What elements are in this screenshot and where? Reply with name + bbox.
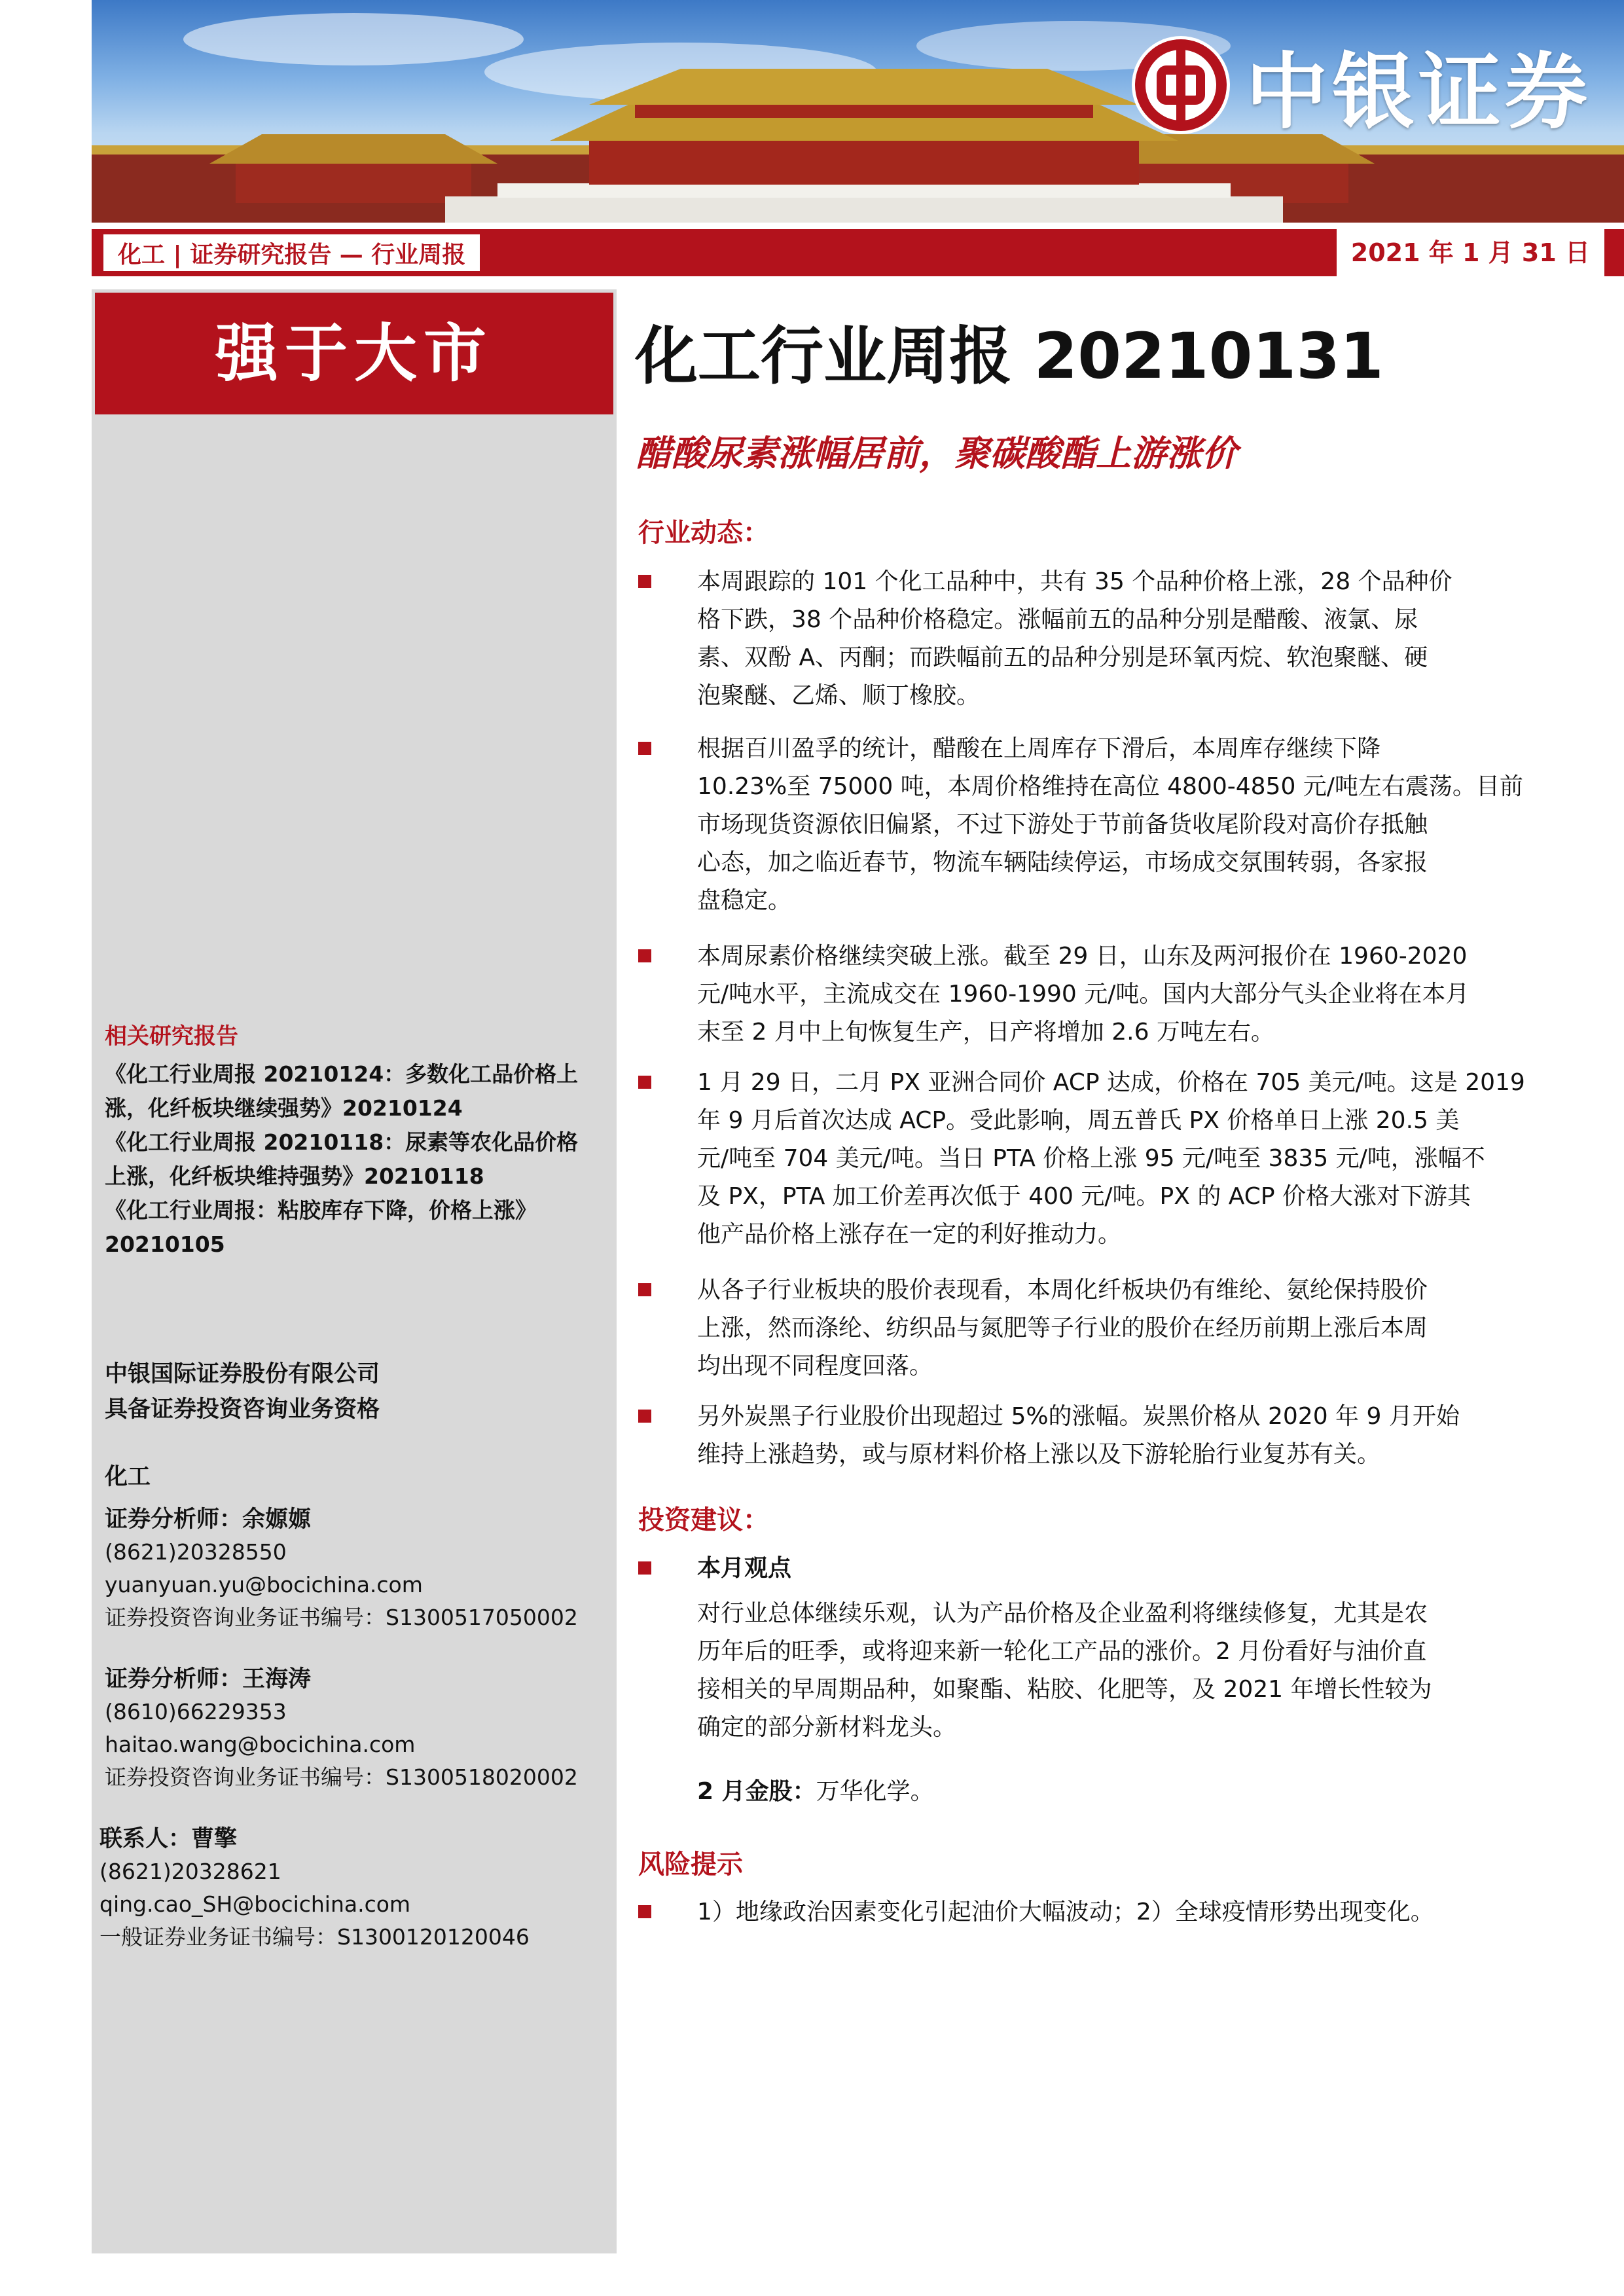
rating-label: 强于大市: [215, 317, 493, 390]
text-line: 上涨，然而涤纶、纺织品与氮肥等子行业的股价在经历前期上涨后本周: [697, 1315, 1428, 1341]
section-industry-dynamics: 行业动态：: [638, 518, 769, 548]
related-report-line[interactable]: 《化工行业周报 20210124：多数化工品价格上: [105, 1061, 579, 1087]
text-line: 年 9 月后首次达成 ACP。受此影响，周五普氏 PX 价格单日上涨 20.5 美: [697, 1107, 1460, 1134]
section-risk: 风险提示: [638, 1850, 743, 1880]
analyst-1-cert: 证券投资咨询业务证书编号：S1300517050002: [105, 1605, 578, 1630]
text-line: 市场现货资源依旧偏紧，不过下游处于节前备货收尾阶段对高价存抵触: [697, 811, 1428, 838]
analyst-2-phone: (8610)66229353: [105, 1699, 287, 1724]
text-line: 维持上涨趋势，或与原材料价格上涨以及下游轮胎行业复苏有关。: [697, 1441, 1381, 1468]
analyst-2-email[interactable]: haitao.wang@bocichina.com: [105, 1732, 416, 1757]
golden-stock-value: 万华化学。: [816, 1778, 934, 1805]
text-line: 接相关的早周期品种，如聚酯、粘胶、化肥等，及 2021 年增长性较为: [697, 1676, 1432, 1703]
dynamics-item-5: [697, 1271, 1535, 1385]
text-line: 心态，加之临近春节，物流车辆陆续停运，市场成交氛围转弱，各家报: [697, 849, 1428, 876]
text-line: 均出现不同程度回落。: [697, 1353, 933, 1379]
golden-stock-label: 2 月金股：: [697, 1778, 816, 1805]
related-report-line[interactable]: 《化工行业周报 20210118：尿素等农化品价格: [105, 1129, 579, 1155]
bullet-icon: [638, 949, 651, 962]
bullet-icon: [638, 575, 651, 588]
related-report-line[interactable]: 20210105: [105, 1231, 225, 1257]
contact-phone: (8621)20328621: [99, 1859, 281, 1884]
related-report-line[interactable]: 上涨，化纤板块维持强势》20210118: [105, 1163, 484, 1189]
text-line: 确定的部分新材料龙头。: [697, 1714, 957, 1741]
text-line: 盘稳定。: [697, 887, 792, 914]
text-line: 1 月 29 日，二月 PX 亚洲合同价 ACP 达成，价格在 705 美元/吨。这是 2019: [697, 1069, 1525, 1096]
industry-label: 化工: [105, 1464, 151, 1490]
text-line: 本周尿素价格继续突破上涨。截至 29 日，山东及两河报价在 1960-2020: [697, 943, 1468, 970]
related-reports-title: 相关研究报告: [105, 1023, 238, 1049]
analyst-1-email[interactable]: yuanyuan.yu@bocichina.com: [105, 1572, 423, 1597]
text-line: 对行业总体继续乐观，认为产品价格及企业盈利将继续修复，尤其是农: [697, 1600, 1428, 1627]
golden-stock: [697, 1773, 1535, 1811]
dynamics-item-4: [697, 1064, 1535, 1254]
bullet-icon: [638, 1283, 651, 1296]
dynamics-item-3: [697, 938, 1535, 1051]
related-report-line[interactable]: 涨，化纤板块继续强势》20210124: [105, 1095, 463, 1121]
contact-name: 联系人：曹擎: [99, 1826, 238, 1852]
bullet-icon: [638, 1076, 651, 1089]
text-line: 元/吨至 704 美元/吨。当日 PTA 价格上涨 95 元/吨至 3835 元/吨，涨幅不: [697, 1145, 1485, 1172]
company-info: [105, 1357, 380, 1427]
bullet-icon: [638, 1905, 651, 1918]
analyst-1-name: 证券分析师：余嫄嫄: [105, 1506, 312, 1533]
contact-email[interactable]: qing.cao_SH@bocichina.com: [99, 1891, 411, 1917]
related-report-line[interactable]: 《化工行业周报：粘胶库存下降，价格上涨》: [105, 1197, 537, 1223]
bank-logo: [1132, 20, 1591, 151]
bullet-icon: [638, 1561, 651, 1575]
bullet-icon: [638, 1410, 651, 1423]
company-qualification: 具备证券投资咨询业务资格: [105, 1396, 380, 1423]
text-line: 他产品价格上涨存在一定的利好推动力。: [697, 1221, 1122, 1248]
logo-wordmark: 中银证券: [1246, 43, 1591, 140]
analyst-2-name: 证券分析师：王海涛: [105, 1666, 312, 1692]
dynamics-item-6: [697, 1398, 1535, 1474]
text-line: 素、双酚 A、丙酮；而跌幅前五的品种分别是环氧丙烷、软泡聚醚、硬: [697, 644, 1428, 671]
text-line: 根据百川盈孚的统计，醋酸在上周库存下滑后，本周库存继续下降: [697, 735, 1381, 762]
analyst-2-cert: 证券投资咨询业务证书编号：S1300518020002: [105, 1764, 578, 1790]
sidebar: [92, 289, 617, 2253]
text-line: 及 PX，PTA 加工价差再次低于 400 元/吨。PX 的 ACP 价格大涨对下游其: [697, 1183, 1471, 1210]
analyst-2: [105, 1663, 578, 1794]
text-line: 格下跌，38 个品种价格稳定。涨幅前五的品种分别是醋酸、液氯、尿: [697, 606, 1418, 633]
dynamics-item-1: [697, 563, 1535, 715]
report-title: 化工行业周报 20210131: [635, 319, 1384, 393]
contact-cert: 一般证券业务证书编号：S1300120120046: [99, 1924, 530, 1950]
risk-text: 1）地缘政治因素变化引起油价大幅波动；2）全球疫情形势出现变化。: [697, 1899, 1434, 1925]
bullet-icon: [638, 742, 651, 755]
contact: [99, 1823, 530, 1954]
text-line: 从各子行业板块的股价表现看，本周化纤板块仍有维纶、氨纶保持股价: [697, 1277, 1428, 1303]
company-name: 中银国际证券股份有限公司: [105, 1361, 380, 1387]
text-line: 本周跟踪的 101 个化工品种中，共有 35 个品种价格上涨，28 个品种价: [697, 568, 1453, 595]
text-line: 元/吨水平，主流成交在 1960-1990 元/吨。国内大部分气头企业将在本月: [697, 981, 1470, 1008]
text-line: 历年后的旺季，或将迎来新一轮化工产品的涨价。2 月份看好与油价直: [697, 1638, 1427, 1665]
analyst-1: [105, 1503, 578, 1634]
text-line: 末至 2 月中上旬恢复生产，日产将增加 2.6 万吨左右。: [697, 1019, 1274, 1046]
text-line: 泡聚醚、乙烯、顺丁橡胶。: [697, 682, 981, 709]
header-banner: [92, 0, 1624, 223]
report-category: 化工 | 证券研究报告 — 行业周报: [103, 234, 480, 271]
dynamics-item-2: [697, 730, 1535, 920]
report-subtitle: 醋酸尿素涨幅居前，聚碳酸酯上游涨价: [636, 433, 1237, 474]
related-reports-list: [105, 1057, 578, 1262]
monthly-view-text: [697, 1595, 1535, 1747]
section-investment-advice: 投资建议：: [638, 1505, 769, 1535]
analyst-1-phone: (8621)20328550: [105, 1539, 287, 1565]
monthly-view-label: 本月观点: [697, 1555, 792, 1582]
text-line: 另外炭黑子行业股价出现超过 5%的涨幅。炭黑价格从 2020 年 9 月开始: [697, 1403, 1460, 1430]
report-date: 2021 年 1 月 31 日: [1337, 229, 1604, 276]
text-line: 10.23%至 75000 吨，本周价格维持在高位 4800-4850 元/吨左右震荡。目前: [697, 773, 1523, 800]
boc-emblem-icon: [1132, 36, 1230, 134]
